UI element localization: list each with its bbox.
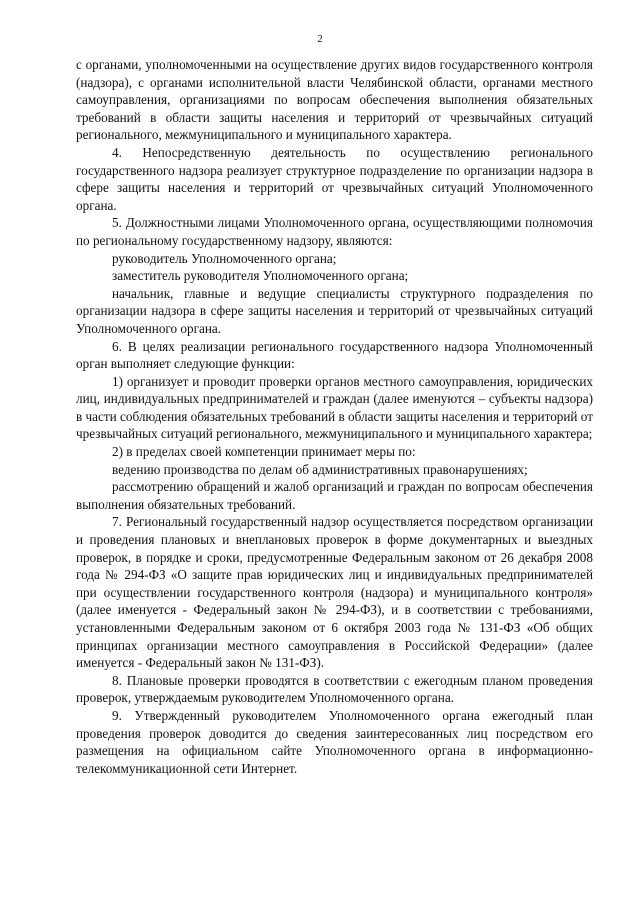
paragraph-8: 8. Плановые проверки проводятся в соответствии с ежегодным планом проведения проверок, утверждаемым руководителем Уполномоченного органа. [76, 672, 593, 706]
paragraph-6-item-2: 2) в пределах своей компетенции принимает меры по: [112, 444, 416, 460]
paragraph-6: 6. В целях реализации регионального государственного надзора Уполномоченный орган выполняет следующие функции: [76, 338, 593, 372]
paragraph-5-item-specialists: начальник, главные и ведущие специалисты структурного подразделения по организации надзора в сфере защиты населения и территорий от чрезвычайных ситуаций Уполномоченного органа. [76, 285, 593, 336]
paragraph-5-item-head: руководитель Уполномоченного органа; [112, 250, 337, 266]
paragraph-6-item-2-proceedings: ведению производства по делам об административных правонарушениях; [112, 461, 528, 477]
document-body [76, 56, 593, 777]
paragraph-5: 5. Должностными лицами Уполномоченного органа, осуществляющими полномочия по региональному государственному надзору, являются: [76, 215, 593, 248]
page-number: 2 [317, 33, 323, 45]
paragraph-continuation: с органами, уполномоченными на осуществление других видов государственного контроля (надзора), с органами исполнительной власти Челябинской области, органами местного самоуправления, организациями по вопросам обеспечения выполнения обязательных требований в области защиты населения и территорий от чрезвычайных ситуаций регионального, межмуниципального и муниципального характера. [76, 57, 593, 143]
paragraph-9: 9. Утвержденный руководителем Уполномоченного органа ежегодный план проведения проверок доводится до сведения заинтересованных лиц посредством его размещения на официальном сайте Уполномоченного органа в информационно-телекоммуникационной сети Интернет. [76, 707, 593, 776]
paragraph-6-item-1: 1) организует и проводит проверки органов местного самоуправления, юридических лиц, индивидуальных предпринимателей и граждан (далее именуются – субъекты надзора) в части соблюдения обязательных требований в области защиты населения и территорий от чрезвычайных ситуаций регионального, межмуниципального и муниципального характера; [76, 373, 593, 442]
paragraph-7: 7. Региональный государственный надзор осуществляется посредством организации и проведения плановых и внеплановых проверок в форме документарных и выездных проверок, в порядке и сроки, предусмотренные Федеральным законом от 26 декабря 2008 года № 294-ФЗ «О защите прав юридических лиц и индивидуальных предпринимателей при осуществлении государственного контроля (надзора) и муниципального контроля» (далее именуется - Федеральный закон № 294-ФЗ), и в соответствии с требованиями, установленными Федеральным законом от 6 октября 2003 года № 131-ФЗ «Об общих принципах организации местного самоуправления в Российской Федерации» (далее именуется - Федеральный закон № 131-ФЗ). [76, 514, 593, 671]
paragraph-6-item-2-complaints: рассмотрению обращений и жалоб организаций и граждан по вопросам обеспечения выполнения обязательных требований. [76, 479, 593, 512]
paragraph-4: 4. Непосредственную деятельность по осуществлению регионального государственного надзора реализует структурное подразделение по организации надзора в сфере защиты населения и территорий от чрезвычайных ситуаций Уполномоченного органа. [76, 144, 593, 213]
paragraph-5-item-deputy: заместитель руководителя Уполномоченного органа; [112, 268, 409, 284]
